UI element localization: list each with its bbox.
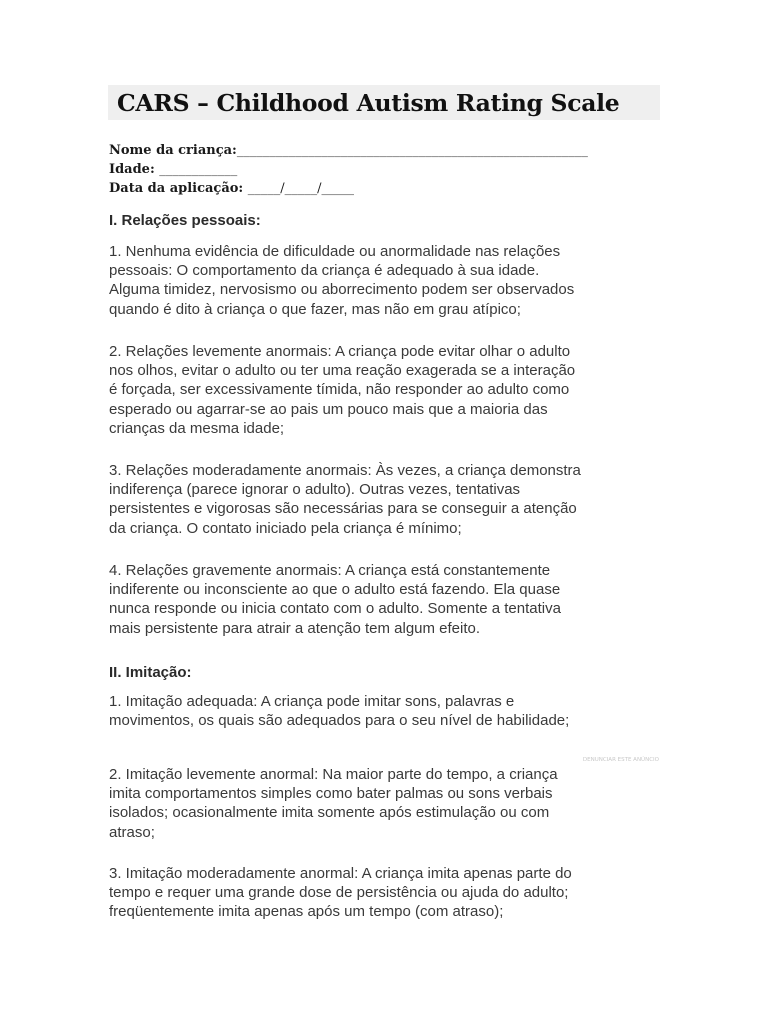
scale-item	[109, 242, 669, 319]
item-line: nunca responde ou inicia contato com o adulto. Somente a tentativa	[109, 600, 561, 618]
item-line: persistentes e vigorosas são necessárias para se conseguir a atenção	[109, 500, 577, 518]
age-field	[109, 161, 237, 179]
item-line: 1. Imitação adequada: A criança pode imitar sons, palavras e	[109, 693, 515, 710]
item-line: 3. Relações moderadamente anormais: Às vezes, a criança demonstra	[109, 462, 581, 479]
item-line: 1. Nenhuma evidência de dificuldade ou anormalidade nas relações	[109, 243, 561, 260]
document-title: CARS – Childhood Autism Rating Scale	[117, 89, 620, 117]
date-label: Data da aplicação:	[109, 181, 244, 196]
item-line: esperado ou agarrar-se ao pais um pouco mais que a maioria das	[109, 400, 548, 418]
section-heading: I. Relações pessoais:	[109, 212, 261, 229]
item-line: indiferente ou inconsciente ao que o adulto está fazendo. Ela quase	[109, 581, 561, 599]
item-line: 4. Relações gravemente anormais: A criança está constantemente	[109, 562, 551, 579]
item-line: isolados; ocasionalmente imita somente após estimulação ou com	[109, 804, 550, 822]
date-field	[109, 180, 354, 198]
scale-item	[109, 561, 669, 638]
item-line: Alguma timidez, nervosismo ou aborrecimento podem ser observados	[109, 281, 575, 299]
item-line: indiferença (parece ignorar o adulto). Outras vezes, tentativas	[109, 481, 521, 499]
scale-item	[109, 342, 669, 438]
item-line: da criança. O contato iniciado pela criança é mínimo;	[109, 519, 462, 537]
scale-item	[109, 864, 669, 922]
section-heading: II. Imitação:	[109, 664, 192, 681]
scale-item	[109, 692, 669, 730]
age-blank: ____________	[159, 162, 238, 177]
name-field	[109, 142, 588, 160]
item-line: tempo e requer uma grande dose de persistência ou ajuda do adulto;	[109, 884, 569, 902]
item-line: 2. Imitação levemente anormal: Na maior parte do tempo, a criança	[109, 766, 558, 783]
scale-item	[109, 765, 669, 842]
name-blank: ______________________________________________________	[236, 143, 588, 158]
item-line: freqüentemente imita apenas após um tempo (com atraso);	[109, 903, 504, 921]
item-line: 2. Relações levemente anormais: A criança pode evitar olhar o adulto	[109, 343, 571, 360]
item-line: é forçada, ser excessivamente tímida, não responder ao adulto como	[109, 381, 570, 399]
item-line: imita comportamentos simples como bater palmas ou sons verbais	[109, 785, 553, 803]
item-line: atraso;	[109, 823, 155, 841]
item-line: movimentos, os quais são adequados para o seu nível de habilidade;	[109, 712, 570, 730]
item-line: pessoais: O comportamento da criança é adequado à sua idade.	[109, 262, 540, 280]
scale-item	[109, 461, 669, 538]
date-blank: _____/_____/_____	[247, 181, 355, 196]
item-line: nos olhos, evitar o adulto ou ter uma reação exagerada se a interação	[109, 362, 576, 380]
item-line: crianças da mesma idade;	[109, 419, 285, 437]
age-label: Idade:	[109, 162, 155, 177]
name-label: Nome da criança:	[109, 143, 237, 158]
report-ad-link[interactable]: DENUNCIAR ESTE ANÚNCIO	[582, 757, 659, 763]
item-line: 3. Imitação moderadamente anormal: A criança imita apenas parte do	[109, 865, 572, 882]
item-line: quando é dito à criança o que fazer, mas não em grau atípico;	[109, 300, 521, 318]
item-line: mais persistente para atrair a atenção tem algum efeito.	[109, 619, 481, 637]
